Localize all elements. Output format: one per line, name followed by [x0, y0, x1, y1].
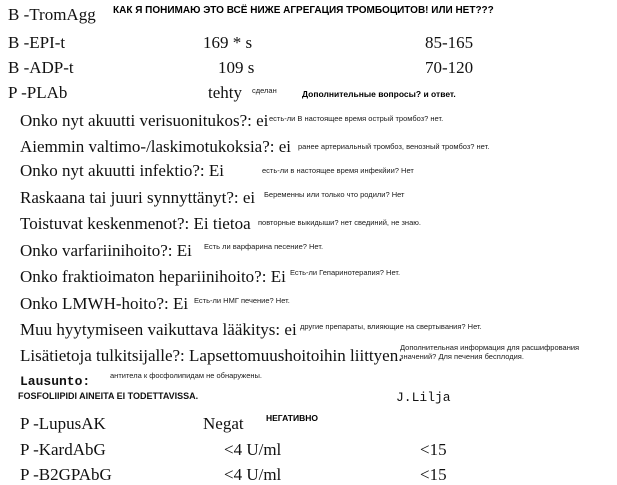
- test-reference-kardabg: <15: [420, 440, 447, 459]
- test-reference-b2gpabg: <15: [420, 465, 447, 484]
- signature: J.Lilja: [396, 390, 451, 405]
- question-fi: Toistuvat keskenmenot?: Ei tietoa: [20, 214, 251, 233]
- question-ru: другие препараты, влияющие на свертывания? Нет.: [300, 322, 482, 331]
- question-ru: Есть-ли Гепаринотерапия? Нет.: [290, 268, 401, 277]
- question-ru: Есть-ли НМГ печение? Нет.: [194, 296, 290, 305]
- test-name-lupusak: P -LupusAK: [20, 414, 106, 433]
- question-fi: Aiemmin valtimo-/laskimotukoksia?: ei: [20, 137, 292, 156]
- test-name-kardabg: P -KardAbG: [20, 440, 106, 459]
- test-name-tromagg: B -TromAgg: [8, 5, 96, 24]
- question-ru: Беременны или только что родили? Нет: [264, 190, 405, 199]
- test-name-plab: P -PLAb: [8, 83, 68, 102]
- negative-translation: НЕГАТИВНО: [266, 413, 318, 423]
- test-reference-adp: 70-120: [425, 58, 474, 77]
- test-name-adp: B -ADP-t: [8, 58, 74, 77]
- question-fi: Onko nyt akuutti verisuonitukos?: ei: [20, 111, 269, 130]
- statement-translation: антитела к фосфолипидам не обнаружены.: [110, 371, 262, 380]
- test-name-epi: B -EPI-t: [8, 33, 66, 52]
- question-ru: есть-ли в настоящее время инфекйии? Нет: [262, 166, 414, 175]
- question-ru-line2: значений? Для печения бесплодия.: [400, 352, 524, 361]
- question-ru: повторные выкидыши? нет свединий, не знаю.: [258, 218, 421, 227]
- question-ru-line1: Дополнительная информация для расшифрования: [400, 343, 580, 352]
- test-value-kardabg: <4 U/ml: [224, 440, 282, 459]
- question-fi: Onko fraktioimaton hepariinihoito?: Ei: [20, 267, 286, 286]
- test-value-epi: 169 * s: [203, 33, 253, 52]
- test-value-b2gpabg: <4 U/ml: [224, 465, 282, 484]
- test-name-b2gpabg: P -B2GPAbG: [20, 465, 112, 484]
- question-fi: Lisätietoja tulkitsijalle?: Lapsettomuushoitoihin liittyen.: [20, 346, 403, 365]
- question-fi: Onko nyt akuutti infektio?: Ei: [20, 161, 224, 180]
- test-value-adp: 109 s: [218, 58, 255, 77]
- question-ru: есть-ли В настоящее время острый тромбоз? нет.: [269, 114, 444, 123]
- test-reference-epi: 85-165: [425, 33, 474, 52]
- statement-label: Lausunto:: [20, 374, 91, 389]
- question-fi: Raskaana tai juuri synnyttänyt?: ei: [20, 188, 256, 207]
- question-fi: Onko LMWH-hoito?: Ei: [20, 294, 189, 313]
- question-ru: ранее артериальный тромбоз, венозный тромбоз? нет.: [298, 142, 490, 151]
- question-ru: Есть ли варфарина песение? Нет.: [204, 242, 324, 251]
- header-question: КАК Я ПОНИМАЮ ЭТО ВСЁ НИЖЕ АГРЕГАЦИЯ ТРОМБОЦИТОВ! ИЛИ НЕТ???: [113, 5, 494, 16]
- question-fi: Onko varfariinihoito?: Ei: [20, 241, 192, 260]
- extra-questions-heading: Дополнительные вопросы? и ответ.: [302, 89, 456, 99]
- plab-translation: сделан: [252, 86, 277, 95]
- statement-text: FOSFOLIIPIDI AINEITA EI TODETTAVISSA.: [18, 391, 199, 401]
- question-fi: Muu hyytymiseen vaikuttava lääkitys: ei: [20, 320, 297, 339]
- test-value-plab: tehty: [208, 83, 242, 102]
- test-value-lupusak: Negat: [203, 414, 244, 433]
